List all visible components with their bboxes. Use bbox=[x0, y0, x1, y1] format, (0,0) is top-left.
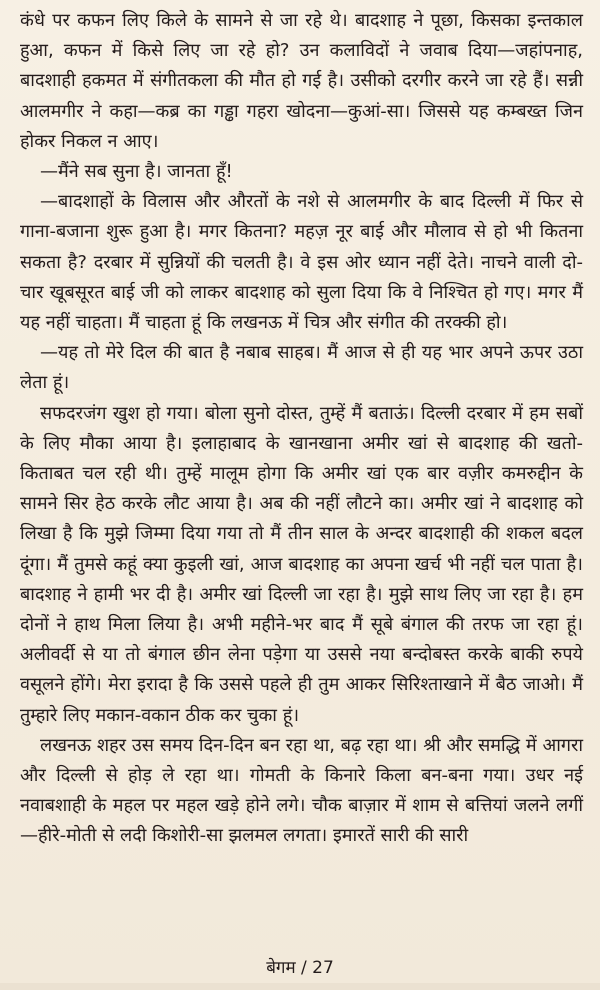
paragraph: लखनऊ शहर उस समय दिन-दिन बन रहा था, बढ़ रहा था। श्री और समद्धि में आगरा और दिल्ली से होड़ ले रहा था। गोमती के किनारे किला बन-बना गया। उधर नई नवाबशाही के महल पर महल खड़े होने लगे। चौक बाज़ार में शाम से बत्तियां जलने लगीं—हीरे-मोती से लदी किशोरी-सा झलमल लगता। इमारतें सारी की सारी bbox=[20, 734, 583, 847]
paragraph: —मैंने सब सुना है। जानता हूँ! bbox=[40, 161, 233, 183]
page-footer: बेगम / 27 bbox=[266, 958, 334, 978]
paragraph: —बादशाहों के विलास और औरतों के नशे से आलमगीर के बाद दिल्ली में फिर से गाना-बजाना शुरू हुआ है। मगर कितना? महज़ नूर बाई और मौलाव से हो भी कितना सकता है? दरबार में सुन्नियों की चलती है। वे इस ओर ध्यान नहीं देते। नाचने वाली दो-चार खूबसूरत बाई जी को लाकर बादशाह को सुला दिया कि वे निश्चित हो गए। मगर मैं यह नहीं चाहता। मैं चाहता हूं कि लखनऊ में चित्र और संगीत की तरक्की हो। bbox=[20, 191, 583, 334]
paragraph: कंधे पर कफन लिए किले के सामने से जा रहे थे। बादशाह ने पूछा, किसका इन्तकाल हुआ, कफन में किसे लिए जा रहे हो? उन कलाविदों ने जवाब दिया—जहांपनाह, बादशाही हकमत में संगीतकला की मौत हो गई है। उसीको दरगीर करने जा रहे हैं। सन्नी आलमगीर ने कहा—कब्र का गड्ढा गहरा खोदना—कुआं-सा। जिससे यह कम्बख्त जिन होकर निकल न आए। bbox=[20, 10, 583, 152]
paragraph: —यह तो मेरे दिल की बात है नबाब साहब। मैं आज से ही यह भार अपने ऊपर उठा लेता हूं। bbox=[20, 342, 583, 394]
paragraph: सफदरजंग खुश हो गया। बोला सुनो दोस्त, तुम्हें मैं बताऊं। दिल्ली दरबार में हम सबों के लिए मौका आया है। इलाहाबाद के खानखाना अमीर खां से बादशाह की खतो-किताबत चल रही थी। तुम्हें मालूम होगा कि अमीर खां एक बार वज़ीर कमरुद्दीन के सामने सिर हेठ करके लौट आया है। अब की नहीं लौटने का। अमीर खां ने बादशाह को लिखा है कि मुझे जिम्मा दिया गया तो मैं तीन साल के अन्दर बादशाही की शकल बदल दूंगा। मैं तुमसे कहूं क्या कुइली खां, आज बादशाह का अपना खर्च भी नहीं चल पाता है। बादशाह ने हामी भर दी है। अमीर खां दिल्ली जा रहा है। मुझे साथ लिए जा रहा है। हम दोनों ने हाथ मिला लिया है। अभी महीने-भर बाद मैं सूबे बंगाल की तरफ जा रहा हूं। अलीवर्दी से या तो बंगाल छीन लेना पड़ेगा या उससे नया बन्दोबस्त करके बाकी रुपये वसूलने होंगे। मेरा इरादा है कि उससे पहले ही तुम आकर सिरिश्ताखाने में बैठ जाओ। मैं तुम्हारे लिए मकान-वकान ठीक कर चुका हूं। bbox=[20, 402, 583, 726]
page-bottom-edge bbox=[0, 983, 600, 990]
body-text bbox=[20, 6, 583, 852]
